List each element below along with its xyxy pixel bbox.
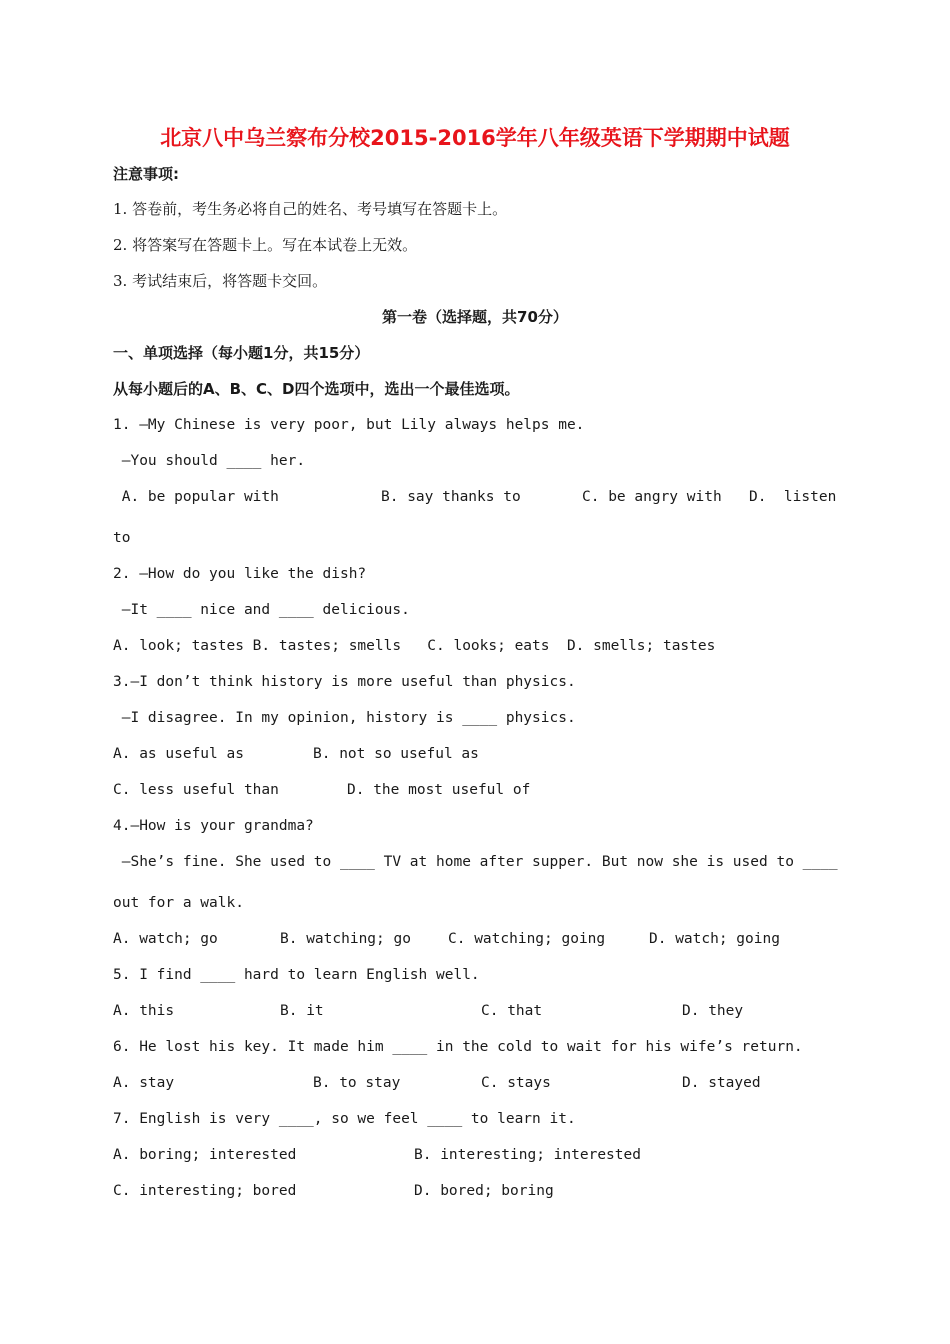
q1-option-a: A. be popular with <box>113 489 279 505</box>
part1-heading: 一、单项选择（每小题1分，共15分） <box>113 344 370 362</box>
q6-option-c: C. stays <box>481 1075 551 1091</box>
q5-option-c: C. that <box>481 1003 543 1019</box>
part1-instruction: 从每小题后的A、B、C、D四个选项中，选出一个最佳选项。 <box>113 380 520 398</box>
q1-option-b: B. say thanks to <box>381 489 521 505</box>
q7-option-c: C. interesting; bored <box>113 1183 297 1199</box>
q3-option-b: B. not so useful as <box>313 746 479 762</box>
q7-option-d: D. bored; boring <box>414 1183 554 1199</box>
q1-reply: —You should ____ her. <box>113 453 306 469</box>
q4-reply: —She’s fine. She used to ____ TV at home after supper. But now she is used to ____ <box>113 854 838 870</box>
q4-option-a: A. watch; go <box>113 931 218 947</box>
q7-stem: 7. English is very ____, so we feel ____ to learn it. <box>113 1111 576 1127</box>
q4-option-b: B. watching; go <box>280 931 411 947</box>
q1-option-d-wrap: to <box>113 530 131 546</box>
q4-stem: 4.—How is your grandma? <box>113 818 314 834</box>
q6-stem: 6. He lost his key. It made him ____ in the cold to wait for his wife’s return. <box>113 1039 803 1055</box>
q4-option-d: D. watch; going <box>649 931 780 947</box>
q4-reply-wrap: out for a walk. <box>113 895 244 911</box>
q2-options: A. look; tastes B. tastes; smells C. looks; eats D. smells; tastes <box>113 638 716 654</box>
q1-option-d: D. listen <box>749 489 837 505</box>
q2-stem: 2. —How do you like the dish? <box>113 566 367 582</box>
q5-option-b: B. it <box>280 1003 324 1019</box>
notice-item-3: 3. 考试结束后，将答题卡交回。 <box>113 272 328 290</box>
q4-option-c: C. watching; going <box>448 931 606 947</box>
q2-reply: —It ____ nice and ____ delicious. <box>113 602 410 618</box>
section-title: 第一卷（选择题，共70分） <box>382 308 568 326</box>
notice-heading: 注意事项: <box>113 165 179 183</box>
q3-stem: 3.—I don’t think history is more useful than physics. <box>113 674 576 690</box>
q6-option-b: B. to stay <box>313 1075 401 1091</box>
q6-option-a: A. stay <box>113 1075 175 1091</box>
q5-option-d: D. they <box>682 1003 744 1019</box>
notice-item-1: 1. 答卷前，考生务必将自己的姓名、考号填写在答题卡上。 <box>113 200 508 218</box>
q3-option-c: C. less useful than <box>113 782 279 798</box>
exam-title: 北京八中乌兰察布分校2015-2016学年八年级英语下学期期中试题 <box>160 126 790 150</box>
q5-stem: 5. I find ____ hard to learn English well. <box>113 967 480 983</box>
q3-reply: —I disagree. In my opinion, history is ____ physics. <box>113 710 576 726</box>
q7-option-a: A. boring; interested <box>113 1147 297 1163</box>
q7-option-b: B. interesting; interested <box>414 1147 641 1163</box>
q6-option-d: D. stayed <box>682 1075 761 1091</box>
q1-stem: 1. —My Chinese is very poor, but Lily always helps me. <box>113 417 585 433</box>
q3-option-a: A. as useful as <box>113 746 244 762</box>
notice-item-2: 2. 将答案写在答题卡上。写在本试卷上无效。 <box>113 236 418 254</box>
q5-option-a: A. this <box>113 1003 175 1019</box>
q3-option-d: D. the most useful of <box>347 782 531 798</box>
q1-option-c: C. be angry with <box>582 489 722 505</box>
